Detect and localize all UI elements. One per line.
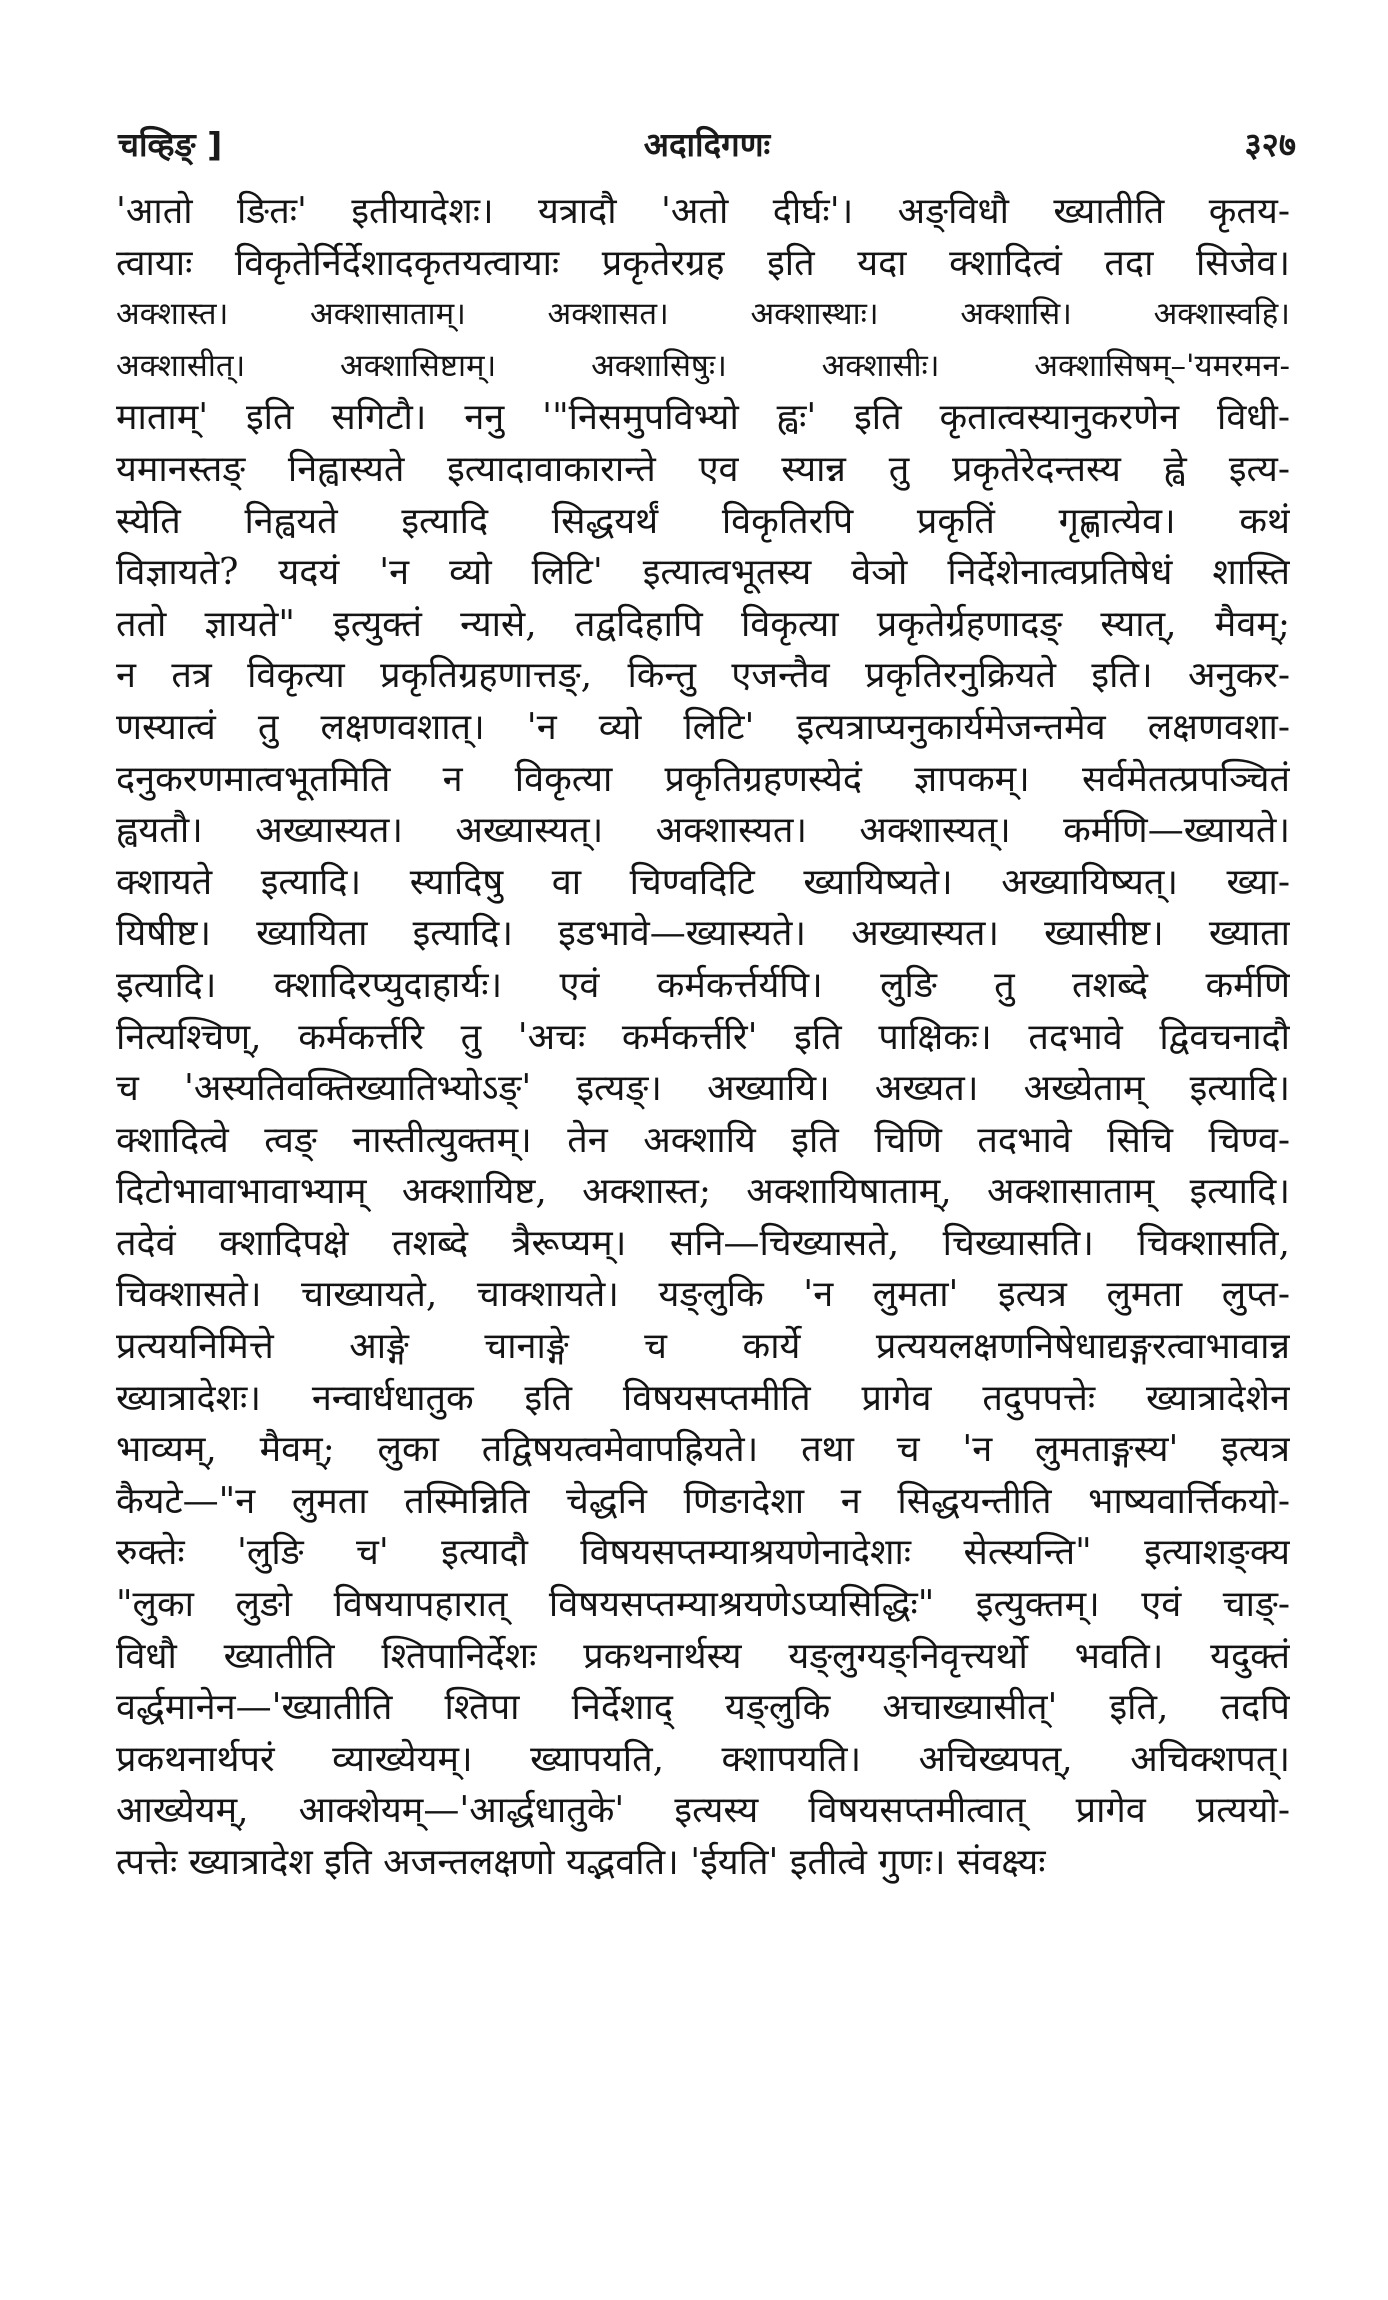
text-line: न तत्र विकृत्या प्रकृतिग्रहणात्तङ्, किन्तु एजन्तैव प्रकृतिरनुक्रियते इति। अनुकर- — [116, 655, 1290, 697]
text-line: रुक्तेः 'लुङि च' इत्यादौ विषयसप्तम्याश्रयणेनादेशाः सेत्स्यन्ति" इत्याशङ्क्य — [116, 1532, 1290, 1574]
text-line: इत्यादि। क्शादिरप्युदाहार्यः। एवं कर्मकर्त्तर्यपि। लुङि तु तशब्दे कर्मणि — [116, 964, 1290, 1006]
text-line: वर्द्धमानेन—'ख्यातीति श्तिपा निर्देशाद् यङ्लुकि अचाख्यासीत्' इति, तदपि — [116, 1687, 1290, 1729]
text-line: आख्येयम्, आक्शेयम्—'आर्द्धधातुके' इत्यस्य विषयसप्तमीत्वात् प्रागेव प्रत्ययो- — [116, 1790, 1290, 1832]
text-line: क्शायते इत्यादि। स्यादिषु वा चिण्वदिटि ख्यायिष्यते। अख्यायिष्यत्। ख्या- — [116, 861, 1290, 903]
text-line: दिटोभावाभावाभ्याम् अक्शायिष्ट, अक्शास्त; अक्शायिषाताम्, अक्शासाताम् इत्यादि। — [116, 1171, 1290, 1213]
text-line: "लुका लुङो विषयापहारात् विषयसप्तम्याश्रयणेऽप्यसिद्धिः" इत्युक्तम्। एवं चाङ्- — [116, 1584, 1290, 1626]
text-line: तदेवं क्शादिपक्षे तशब्दे त्रैरूप्यम्। सनि—चिख्यासते, चिख्यासति। चिक्शासति, — [116, 1222, 1290, 1264]
page-number: ३२७ — [1244, 124, 1296, 164]
text-line: यमानस्तङ् निह्वास्यते इत्यादावाकारान्ते एव स्यान्न तु प्रकृतेरेदन्तस्य ह्वे इत्य- — [116, 448, 1290, 490]
text-line: त्पत्तेः ख्यात्रादेश इति अजन्तलक्षणो यद्भवति। 'ईयति' इतीत्वे गुणः। संवक्ष्यः — [116, 1842, 1046, 1883]
text-line: क्शादित्वे त्वङ् नास्तीत्युक्तम्। तेन अक्शायि इति चिणि तदभावे सिचि चिण्व- — [116, 1119, 1290, 1161]
text-line: णस्यात्वं तु लक्षणवशात्। 'न व्यो लिटि' इत्यत्राप्यनुकार्यमेजन्तमेव लक्षणवशा- — [116, 706, 1290, 748]
text-line: ततो ज्ञायते" इत्युक्तं न्यासे, तद्वदिहापि विकृत्या प्रकृतेर्ग्रहणादङ् स्यात्, मैवम्; — [116, 603, 1290, 645]
text-line: कैयटे—"न लुमता तस्मिन्निति चेद्धनि णिङादेशा न सिद्धयन्तीति भाष्यवार्त्तिकयो- — [116, 1480, 1290, 1522]
text-line: ह्वयतौ। अख्यास्यत। अख्यास्यत्। अक्शास्यत। अक्शास्यत्। कर्मणि—ख्यायते। — [116, 810, 1290, 852]
header-chapter-title: अदादिगणः — [643, 124, 771, 164]
text-line: माताम्' इति सगिटौ। ननु '"निसमुपविभ्यो ह्वः' इति कृतात्वस्यानुकरणेन विधी- — [116, 397, 1290, 439]
text-line: नित्यश्चिण्, कर्मकर्त्तरि तु 'अचः कर्मकर्त्तरि' इति पाक्षिकः। तदभावे द्विवचनादौ — [116, 1016, 1290, 1058]
header-section-mark: चव्हिङ् ] — [118, 124, 223, 164]
text-line: प्रकथनार्थपरं व्याख्येयम्। ख्यापयति, क्शापयति। अचिख्यपत्, अचिक्शपत्। — [116, 1738, 1290, 1780]
text-line: भाव्यम्, मैवम्; लुका तद्विषयत्वमेवापह्रियते। तथा च 'न लुमताङ्गस्य' इत्यत्र — [116, 1429, 1290, 1471]
text-line: अक्शास्त। अक्शासाताम्। अक्शासत। अक्शास्थाः। अक्शासि। अक्शास्वहि। — [116, 296, 1290, 333]
text-line: प्रत्ययनिमित्ते आङ्गे चानाङ्गे च कार्ये प्रत्ययलक्षणनिषेधाद्यङ्गरत्वाभावान्न — [116, 1326, 1290, 1368]
commentary-body — [116, 186, 1290, 1889]
text-line: त्वायाः विकृतेर्निर्देशादकृतयत्वायाः प्रकृतेरग्रह इति यदा क्शादित्वं तदा सिजेव। — [116, 242, 1290, 284]
text-line: विधौ ख्यातीति श्तिपानिर्देशः प्रकथनार्थस्य यङ्लुग्यङ्निवृत्त्यर्थो भवति। यदुक्तं — [116, 1635, 1290, 1677]
text-line: चिक्शासते। चाख्यायते, चाक्शायते। यङ्लुकि 'न लुमता' इत्यत्र लुमता लुप्त- — [116, 1274, 1290, 1316]
text-line: विज्ञायते? यदयं 'न व्यो लिटि' इत्यात्वभूतस्य वेञो निर्देशेनात्वप्रतिषेधं शास्ति — [116, 552, 1290, 594]
text-line: च 'अस्यतिवक्तिख्यातिभ्योऽङ्' इत्यङ्। अख्यायि। अख्यत। अख्येताम् इत्यादि। — [116, 1068, 1290, 1110]
text-line: ख्यात्रादेशः। नन्वार्धधातुक इति विषयसप्तमीति प्रागेव तदुपपत्तेः ख्यात्रादेशेन — [116, 1377, 1290, 1419]
running-header — [118, 118, 1296, 168]
text-line: दनुकरणमात्वभूतमिति न विकृत्या प्रकृतिग्रहणस्येदं ज्ञापकम्। सर्वमेतत्प्रपञ्चितं — [116, 758, 1290, 800]
text-line: अक्शासीत्। अक्शासिष्टाम्। अक्शासिषुः। अक्शासीः। अक्शासिषम्–'यमरमन- — [116, 347, 1290, 384]
text-line: 'आतो ङितः' इतीयादेशः। यत्रादौ 'अतो दीर्घः'। अङ्विधौ ख्यातीति कृतय- — [116, 191, 1290, 232]
text-line: यिषीष्ट। ख्यायिता इत्यादि। इडभावे—ख्यास्यते। अख्यास्यत। ख्यासीष्ट। ख्याता — [116, 913, 1290, 955]
text-line: स्येति निह्वयते इत्यादि सिद्धयर्थं विकृतिरपि प्रकृतिं गृह्णात्येव। कथं — [116, 500, 1290, 542]
